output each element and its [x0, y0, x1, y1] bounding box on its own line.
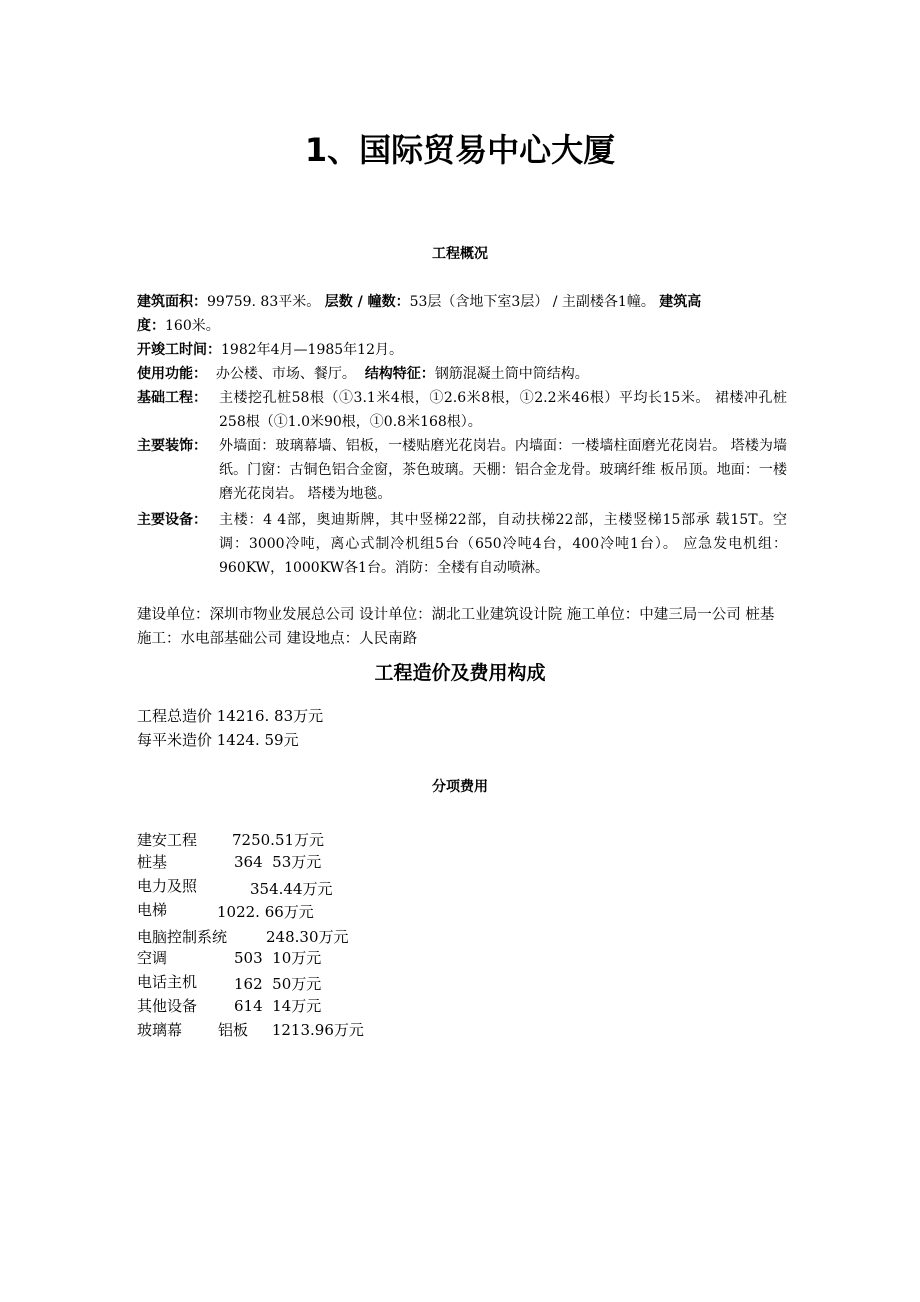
item-name: 桩基 — [137, 853, 168, 871]
decoration-value: 外墙面：玻璃幕墙、铝板，一楼贴磨光花岗岩。内墙面：一楼墙柱面磨光花岗岩。 塔楼为墙纸。门窗：古铜色铝合金窗，茶色玻璃。天棚：铝合金龙骨。玻璃纤维 板吊顶。地面：一楼磨光花岗岩。 塔楼为地毯。 — [219, 438, 787, 502]
area-value: 99759. 83平米。 — [207, 294, 321, 310]
item-value: 614 14万元 — [234, 997, 322, 1015]
page-title: 1、国际贸易中心大厦 — [304, 131, 616, 169]
item-value: 503 10万元 — [234, 949, 322, 967]
period-line — [137, 338, 782, 362]
usage-structure-line — [137, 362, 782, 386]
item-name: 其他设备 — [137, 997, 198, 1015]
height-value: 160米。 — [165, 318, 220, 334]
period-value: 1982年4月—1985年12月。 — [221, 342, 403, 358]
overview-heading: 工程概况 — [432, 246, 488, 262]
item-name: 电脑控制系统 — [137, 928, 228, 946]
item-name: 电话主机 — [137, 973, 198, 991]
foundation-value: 主楼挖孔桩58根（①3.1米4根，①2.6米8根，①2.2米46根）平均长15米。 裙楼冲孔桩258根（①1.0米90根，①0.8米168根）。 — [219, 390, 787, 430]
item-value: 162 50万元 — [234, 975, 322, 993]
usage-label: 使用功能： — [137, 366, 207, 382]
unit-cost: 每平米造价 1424. 59元 — [137, 731, 299, 749]
equipment-label: 主要设备： — [137, 512, 207, 528]
item-value: 364 53万元 — [234, 853, 322, 871]
structure-label: 结构特征： — [364, 366, 435, 382]
item-value: 7250.51万元 — [232, 831, 325, 849]
area-label: 建筑面积： — [137, 294, 207, 310]
items-heading: 分项费用 — [432, 779, 488, 795]
item-name: 空调 — [137, 949, 168, 967]
item-name: 玻璃幕 — [137, 1021, 183, 1039]
item-name: 电力及照 — [137, 877, 198, 895]
item-value: 354.44万元 — [250, 880, 333, 898]
item-value: 248.30万元 — [266, 928, 349, 946]
height-label: 建筑高 — [659, 294, 702, 310]
area-floors-height — [137, 290, 782, 338]
period-label: 开竣工时间： — [137, 342, 221, 358]
construction-units: 建设单位：深圳市物业发展总公司 设计单位：湖北工业建筑设计院 施工单位：中建三局一公司 桩基施工：水电部基础公司 建设地点：人民南路 — [137, 607, 775, 647]
equipment-value: 主楼：4 4部，奥迪斯牌，其中竖梯22部，自动扶梯22部，主楼竖梯15部承 载15T。空调：3000冷吨，离心式制冷机组5台（650冷吨4台，400冷吨1台）。 应急发电机组：960KW，1000KW各1台。消防：全楼有自动喷淋。 — [219, 512, 787, 576]
height-label-cont: 度： — [137, 318, 165, 334]
structure-value: 钢筋混凝土筒中筒结构。 — [434, 366, 589, 382]
foundation-label: 基础工程： — [137, 390, 207, 406]
floors-value: 53层（含地下室3层） / 主副楼各1幢。 — [409, 294, 655, 310]
item-name: 电梯 — [137, 901, 168, 919]
total-cost: 工程总造价 14216. 83万元 — [137, 707, 324, 725]
item-name: 建安工程 — [137, 831, 198, 849]
item-value: 1022. 66万元 — [217, 903, 314, 921]
usage-value: 办公楼、市场、餐厅。 — [215, 366, 356, 382]
floors-label: 层数 / 幢数： — [324, 294, 410, 310]
item-value: 铝板 1213.96万元 — [218, 1021, 364, 1039]
cost-heading: 工程造价及费用构成 — [374, 662, 546, 684]
decoration-label: 主要装饰： — [137, 438, 207, 454]
